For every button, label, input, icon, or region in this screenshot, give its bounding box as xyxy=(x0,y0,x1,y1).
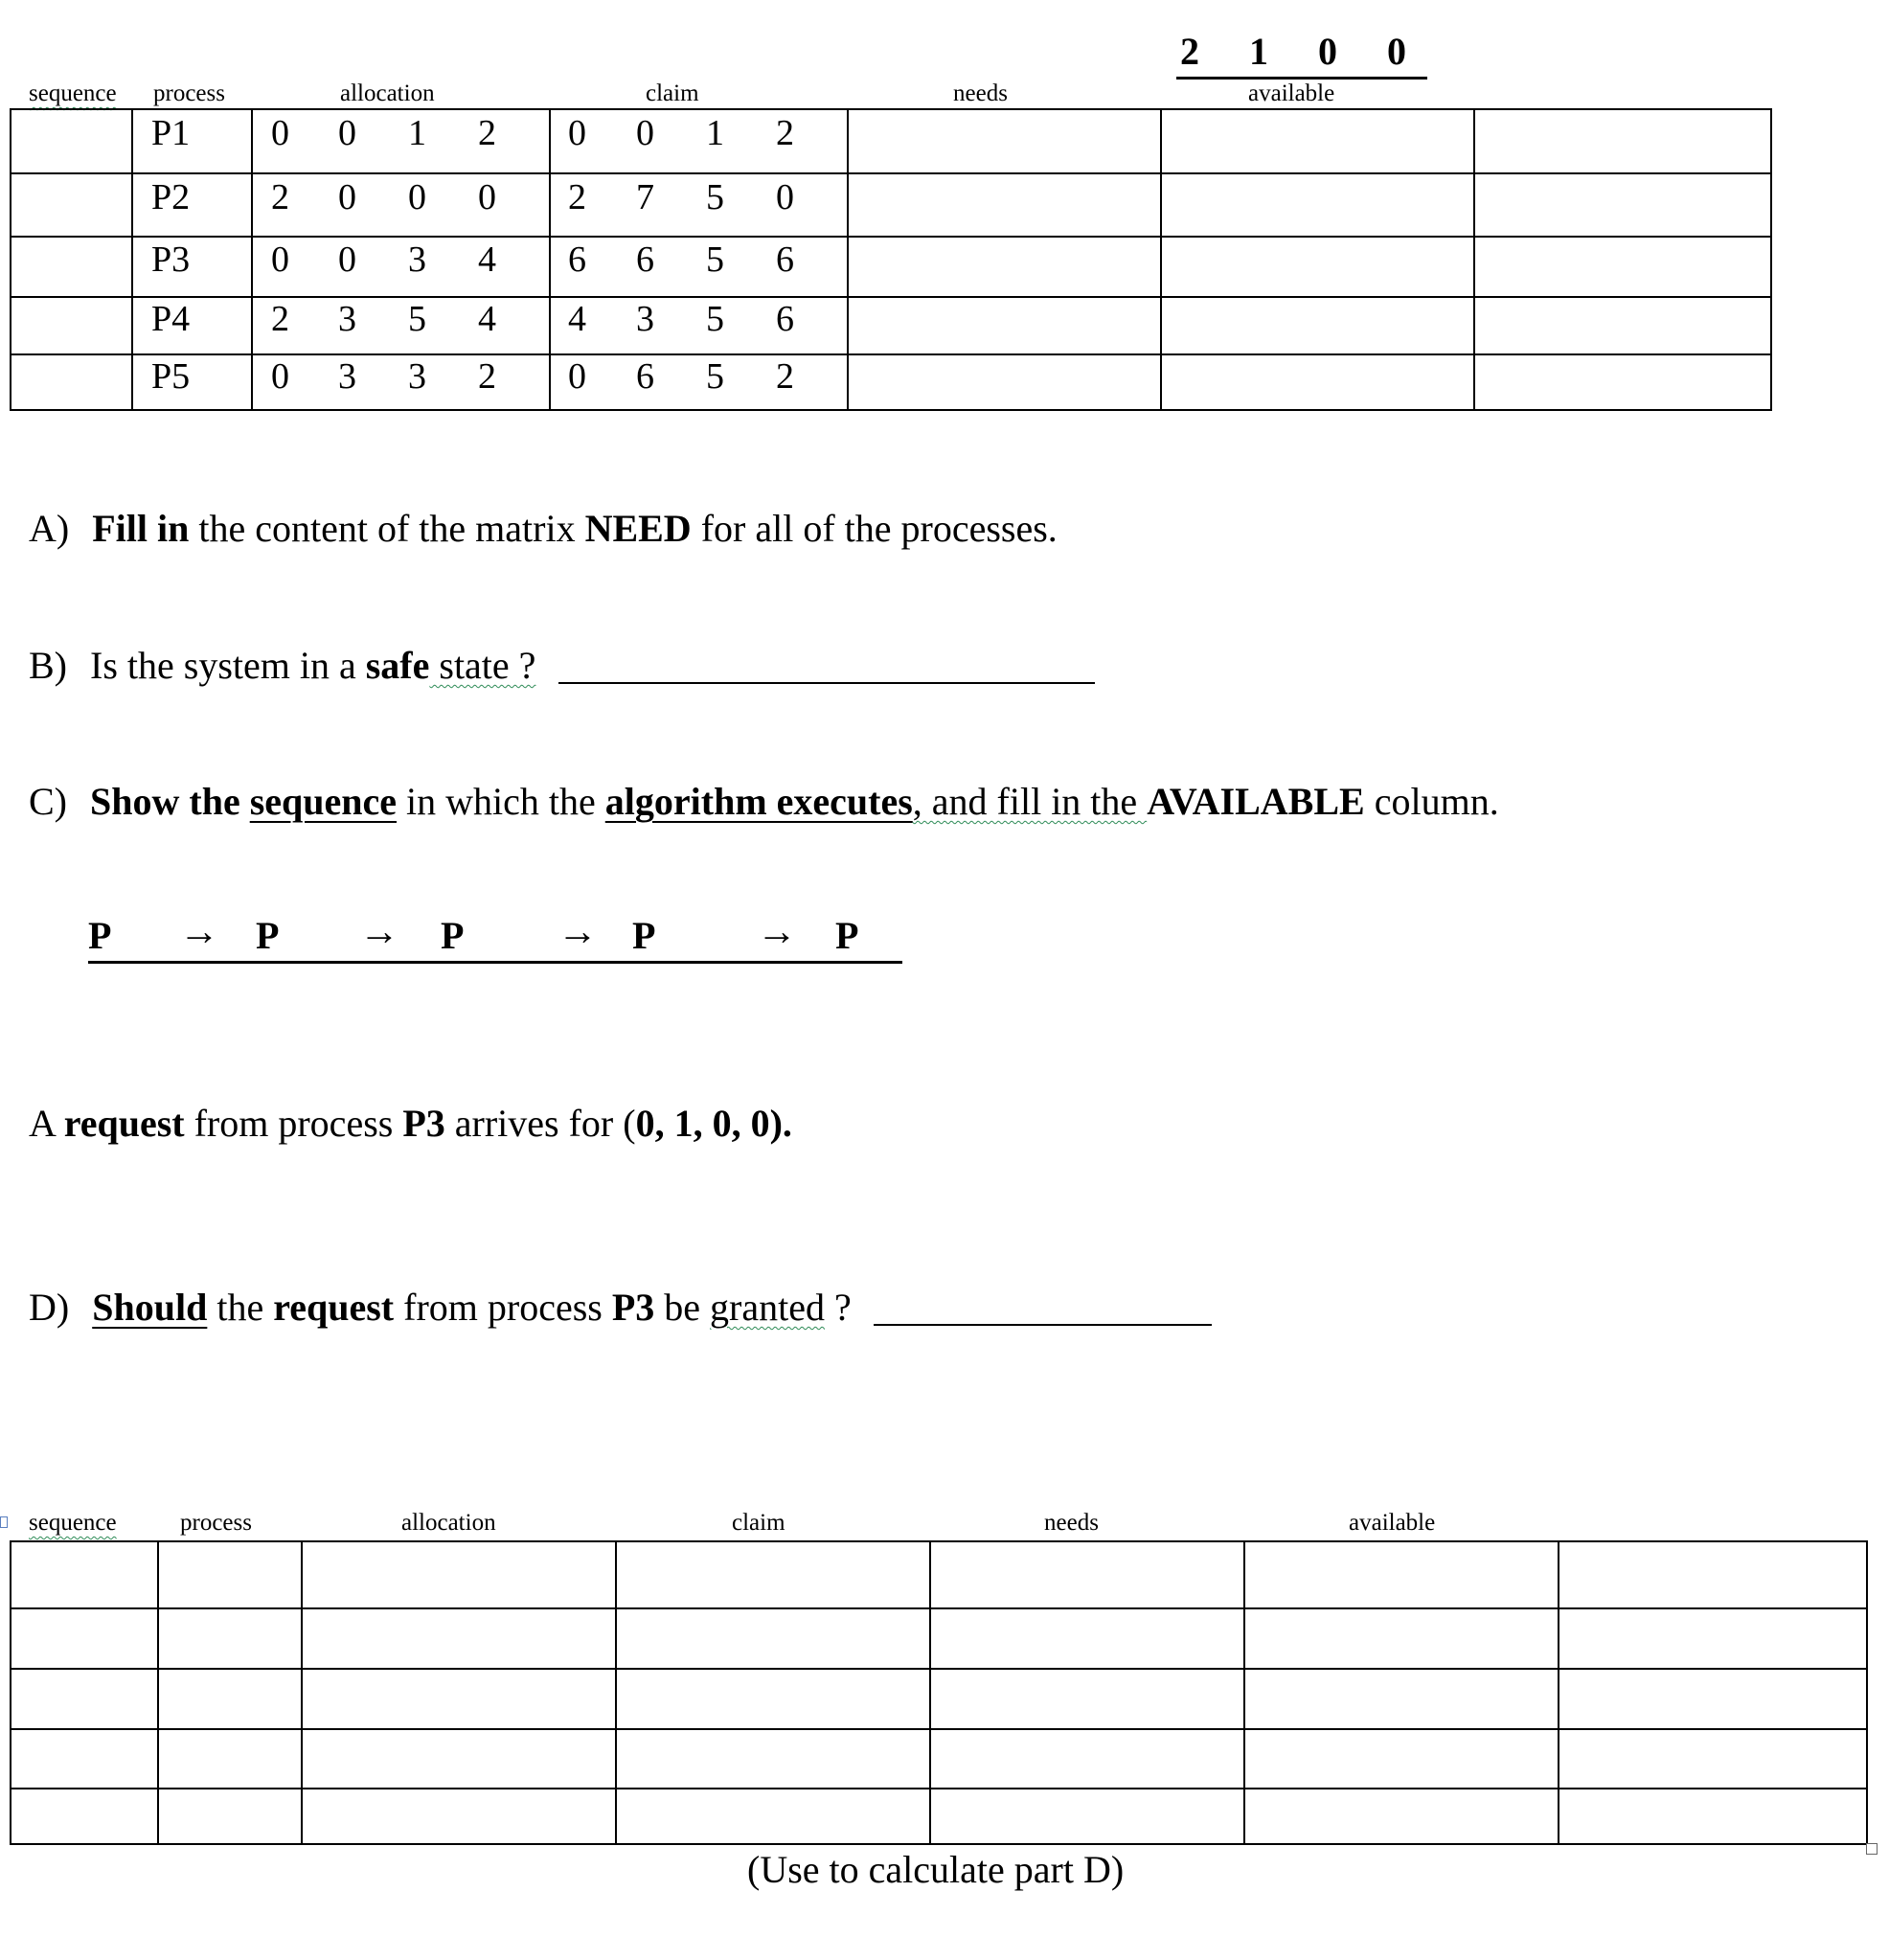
allocation-value: 2 xyxy=(478,356,496,397)
answer-line-d[interactable] xyxy=(874,1324,1212,1326)
process-name: P5 xyxy=(151,356,191,397)
available-value: 2 xyxy=(1180,30,1199,73)
header-allocation: allocation xyxy=(340,80,435,106)
claim-value: 6 xyxy=(636,356,654,397)
header-process: process xyxy=(180,1510,252,1536)
allocation-value: 0 xyxy=(478,177,496,217)
question-d-bold-3: P3 xyxy=(611,1286,655,1329)
header-claim: claim xyxy=(646,80,699,106)
question-c-bold-4: AVAILABLE xyxy=(1147,780,1365,823)
question-d xyxy=(29,1285,852,1330)
question-b-bold: safe xyxy=(365,644,430,687)
arrow-icon: → xyxy=(359,910,399,954)
claim-value: 5 xyxy=(706,177,724,217)
question-d-text-5: ? xyxy=(825,1286,852,1329)
process-name: P4 xyxy=(151,299,191,339)
process-name: P3 xyxy=(151,239,191,280)
question-c-text-1: in which the xyxy=(397,780,605,823)
allocation-value: 4 xyxy=(478,239,496,280)
claim-value: 5 xyxy=(706,239,724,280)
request-bold-1: request xyxy=(63,1102,185,1145)
allocation-value: 2 xyxy=(271,299,289,339)
claim-value: 4 xyxy=(568,299,586,339)
allocation-value: 0 xyxy=(338,177,356,217)
question-a-text-1: the content of the matrix xyxy=(189,507,585,550)
question-b xyxy=(29,643,535,688)
allocation-value: 0 xyxy=(408,177,426,217)
allocation-value: 2 xyxy=(271,177,289,217)
allocation-value: 0 xyxy=(271,239,289,280)
allocation-value: 5 xyxy=(408,299,426,339)
sequence-item: P xyxy=(632,914,656,957)
header-process: process xyxy=(153,80,225,106)
table2[interactable] xyxy=(10,1540,1868,1845)
table-row xyxy=(10,176,1772,234)
request-vector: 0, 1, 0, 0 xyxy=(635,1102,770,1145)
available-value: 0 xyxy=(1318,30,1337,73)
question-d-bold-1: Should xyxy=(92,1286,208,1329)
claim-value: 1 xyxy=(706,113,724,153)
available-value: 1 xyxy=(1249,30,1268,73)
question-label: C) xyxy=(29,780,67,823)
allocation-value: 3 xyxy=(408,356,426,397)
request-statement xyxy=(29,1101,792,1146)
table-row xyxy=(10,1788,1868,1789)
question-label: D) xyxy=(29,1286,70,1329)
claim-value: 6 xyxy=(776,239,794,280)
process-name: P2 xyxy=(151,177,191,217)
claim-value: 5 xyxy=(706,356,724,397)
claim-value: 2 xyxy=(776,113,794,153)
claim-value: 6 xyxy=(636,239,654,280)
question-a-bold-2: NEED xyxy=(584,507,692,550)
claim-value: 0 xyxy=(776,177,794,217)
question-c-text-2: , and fill in the xyxy=(912,780,1148,823)
table-resize-handle-icon[interactable] xyxy=(1866,1843,1878,1855)
request-text-3: arrives for ( xyxy=(444,1102,636,1145)
claim-value: 0 xyxy=(568,113,586,153)
question-d-text-4: granted xyxy=(710,1286,825,1329)
header-available: available xyxy=(1349,1510,1436,1536)
request-text-1: A xyxy=(29,1102,64,1145)
claim-value: 6 xyxy=(776,299,794,339)
table-row xyxy=(10,239,1772,296)
claim-value: 3 xyxy=(636,299,654,339)
arrow-icon: → xyxy=(757,910,797,954)
claim-value: 2 xyxy=(568,177,586,217)
question-d-text-2: from process xyxy=(394,1286,612,1329)
question-c xyxy=(29,779,1499,824)
arrow-icon: → xyxy=(179,910,219,954)
question-d-text-3: be xyxy=(654,1286,711,1329)
sequence-item: P xyxy=(835,914,859,957)
question-label: B) xyxy=(29,644,67,687)
table1 xyxy=(10,108,1772,411)
table-row xyxy=(10,355,1772,409)
question-c-text-3: column. xyxy=(1364,780,1499,823)
allocation-value: 0 xyxy=(271,356,289,397)
claim-value: 0 xyxy=(568,356,586,397)
header-sequence: sequence xyxy=(29,80,117,106)
question-label: A) xyxy=(29,507,70,550)
process-name: P1 xyxy=(151,113,191,153)
header-claim: claim xyxy=(732,1510,785,1536)
claim-value: 5 xyxy=(706,299,724,339)
answer-line-b[interactable] xyxy=(558,682,1095,684)
sequence-item: P xyxy=(256,914,280,957)
header-needs: needs xyxy=(1044,1510,1099,1536)
sequence-item: P xyxy=(88,914,112,957)
question-a-text-2: for all of the processes. xyxy=(691,507,1058,550)
allocation-value: 2 xyxy=(478,113,496,153)
question-b-text-1: Is the system in a xyxy=(90,644,366,687)
sequence-answer[interactable] xyxy=(88,910,902,964)
header-available: available xyxy=(1248,80,1335,106)
table2-note: (Use to calculate part D) xyxy=(747,1848,1125,1891)
question-b-text-2: state ? xyxy=(429,644,536,687)
top-available xyxy=(1176,29,1427,80)
header-allocation: allocation xyxy=(401,1510,496,1536)
allocation-value: 3 xyxy=(338,356,356,397)
arrow-icon: → xyxy=(558,910,598,954)
table-row xyxy=(10,1668,1868,1670)
header-needs: needs xyxy=(953,80,1008,106)
claim-value: 6 xyxy=(568,239,586,280)
sequence-item: P xyxy=(441,914,465,957)
allocation-value: 3 xyxy=(408,239,426,280)
claim-value: 0 xyxy=(636,113,654,153)
claim-value: 7 xyxy=(636,177,654,217)
table-handle-icon[interactable] xyxy=(0,1516,8,1528)
request-text-4: ). xyxy=(769,1102,792,1145)
allocation-value: 0 xyxy=(271,113,289,153)
question-c-bold-3: algorithm executes xyxy=(604,780,913,823)
allocation-value: 0 xyxy=(338,113,356,153)
question-a-bold-1: Fill in xyxy=(92,507,190,550)
request-bold-2: P3 xyxy=(402,1102,445,1145)
table-row xyxy=(10,298,1772,352)
question-d-text-1: the xyxy=(207,1286,274,1329)
allocation-value: 0 xyxy=(338,239,356,280)
request-text-2: from process xyxy=(184,1102,403,1145)
allocation-value: 4 xyxy=(478,299,496,339)
question-d-bold-2: request xyxy=(273,1286,395,1329)
table-row xyxy=(10,1728,1868,1730)
allocation-value: 3 xyxy=(338,299,356,339)
question-c-bold-1: Show the xyxy=(90,780,250,823)
available-value: 0 xyxy=(1387,30,1406,73)
header-sequence: sequence xyxy=(29,1510,117,1536)
table-row xyxy=(10,1607,1868,1609)
allocation-value: 1 xyxy=(408,113,426,153)
claim-value: 2 xyxy=(776,356,794,397)
table-row xyxy=(10,112,1772,170)
question-c-bold-2: sequence xyxy=(249,780,398,823)
question-a xyxy=(29,506,1058,551)
